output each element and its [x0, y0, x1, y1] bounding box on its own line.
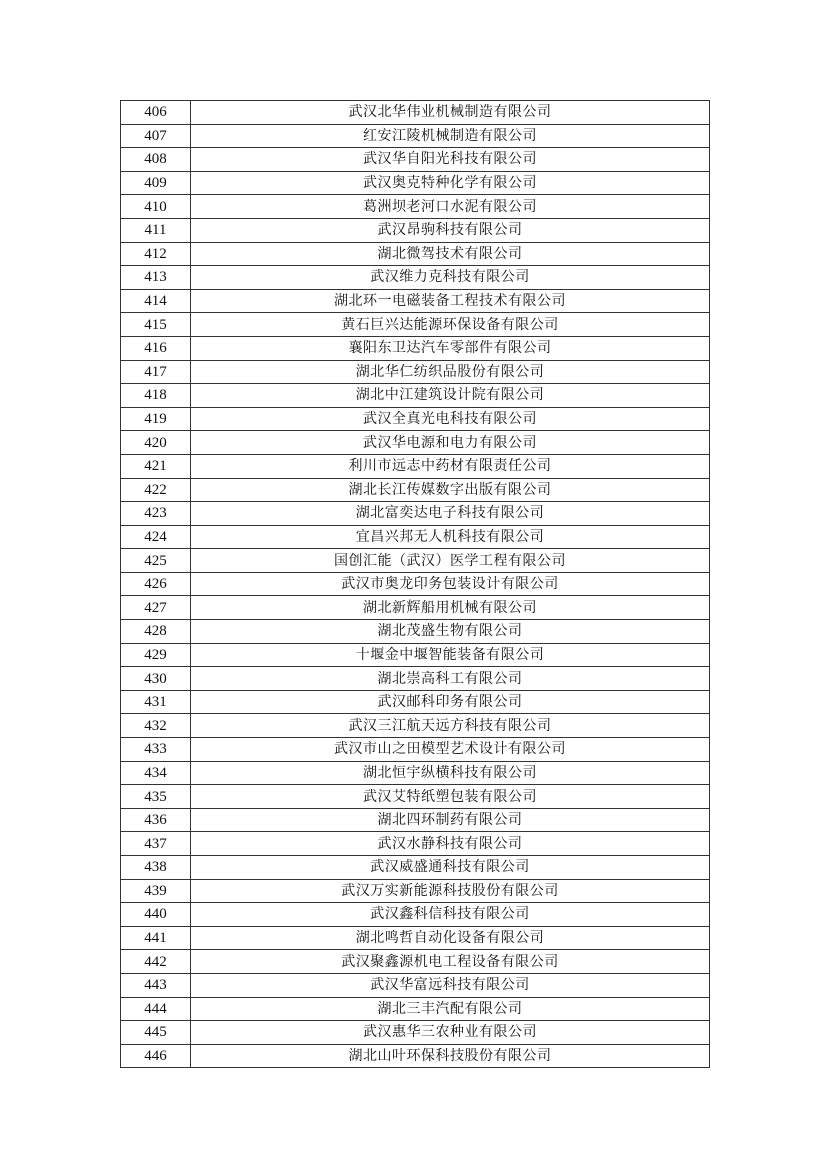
- row-number: 438: [121, 856, 191, 880]
- company-name: 武汉惠华三农种业有限公司: [191, 1021, 710, 1045]
- table-row: [121, 431, 710, 455]
- row-number: 415: [121, 313, 191, 337]
- table-row: [121, 266, 710, 290]
- table-row: [121, 714, 710, 738]
- row-number: 426: [121, 572, 191, 596]
- company-name: 利川市远志中药材有限责任公司: [191, 454, 710, 478]
- row-number: 412: [121, 242, 191, 266]
- row-number: 440: [121, 903, 191, 927]
- company-name: 湖北茂盛生物有限公司: [191, 620, 710, 644]
- table-row: [121, 101, 710, 125]
- row-number: 429: [121, 643, 191, 667]
- company-name: 湖北四环制药有限公司: [191, 808, 710, 832]
- company-name: 葛洲坝老河口水泥有限公司: [191, 195, 710, 219]
- company-name: 武汉鑫科信科技有限公司: [191, 903, 710, 927]
- company-name: 湖北三丰汽配有限公司: [191, 997, 710, 1021]
- company-name: 湖北崇高科工有限公司: [191, 667, 710, 691]
- row-number: 414: [121, 289, 191, 313]
- row-number: 424: [121, 525, 191, 549]
- company-name: 湖北富奕达电子科技有限公司: [191, 502, 710, 526]
- company-name: 湖北中江建筑设计院有限公司: [191, 384, 710, 408]
- company-name: 国创汇能（武汉）医学工程有限公司: [191, 549, 710, 573]
- table-row: [121, 360, 710, 384]
- row-number: 436: [121, 808, 191, 832]
- company-name: 武汉奥克特种化学有限公司: [191, 171, 710, 195]
- company-name: 武汉全真光电科技有限公司: [191, 407, 710, 431]
- row-number: 437: [121, 832, 191, 856]
- row-number: 419: [121, 407, 191, 431]
- table-row: [121, 407, 710, 431]
- table-row: [121, 242, 710, 266]
- row-number: 410: [121, 195, 191, 219]
- row-number: 434: [121, 761, 191, 785]
- table-row: [121, 808, 710, 832]
- company-name: 武汉三江航天远方科技有限公司: [191, 714, 710, 738]
- table-row: [121, 1044, 710, 1068]
- row-number: 409: [121, 171, 191, 195]
- company-name: 湖北华仁纺织品股份有限公司: [191, 360, 710, 384]
- table-row: [121, 549, 710, 573]
- row-number: 425: [121, 549, 191, 573]
- row-number: 430: [121, 667, 191, 691]
- row-number: 416: [121, 336, 191, 360]
- row-number: 427: [121, 596, 191, 620]
- table-row: [121, 478, 710, 502]
- row-number: 431: [121, 690, 191, 714]
- company-name: 武汉万实新能源科技股份有限公司: [191, 879, 710, 903]
- row-number: 417: [121, 360, 191, 384]
- company-name: 武汉市山之田模型艺术设计有限公司: [191, 738, 710, 762]
- company-name: 武汉艾特纸塑包装有限公司: [191, 785, 710, 809]
- company-name: 湖北环一电磁装备工程技术有限公司: [191, 289, 710, 313]
- table-row: [121, 738, 710, 762]
- table-row: [121, 761, 710, 785]
- company-name: 武汉昂驹科技有限公司: [191, 218, 710, 242]
- row-number: 411: [121, 218, 191, 242]
- company-name: 湖北鸣哲自动化设备有限公司: [191, 926, 710, 950]
- table-row: [121, 973, 710, 997]
- table-row: [121, 454, 710, 478]
- row-number: 439: [121, 879, 191, 903]
- row-number: 441: [121, 926, 191, 950]
- company-name: 武汉华电源和电力有限公司: [191, 431, 710, 455]
- table-row: [121, 785, 710, 809]
- table-row: [121, 502, 710, 526]
- row-number: 421: [121, 454, 191, 478]
- table-row: [121, 620, 710, 644]
- company-name: 襄阳东卫达汽车零部件有限公司: [191, 336, 710, 360]
- table-row: [121, 525, 710, 549]
- company-name: 十堰金中堰智能装备有限公司: [191, 643, 710, 667]
- company-name: 湖北恒宇纵横科技有限公司: [191, 761, 710, 785]
- table-row: [121, 195, 710, 219]
- company-name: 红安江陵机械制造有限公司: [191, 124, 710, 148]
- table-row: [121, 997, 710, 1021]
- company-name: 武汉华富远科技有限公司: [191, 973, 710, 997]
- company-name: 武汉水静科技有限公司: [191, 832, 710, 856]
- company-name: 湖北长江传媒数字出版有限公司: [191, 478, 710, 502]
- company-name: 武汉北华伟业机械制造有限公司: [191, 101, 710, 125]
- company-name: 武汉邮科印务有限公司: [191, 690, 710, 714]
- company-name: 宜昌兴邦无人机科技有限公司: [191, 525, 710, 549]
- company-name: 湖北山叶环保科技股份有限公司: [191, 1044, 710, 1068]
- row-number: 443: [121, 973, 191, 997]
- row-number: 445: [121, 1021, 191, 1045]
- table-row: [121, 856, 710, 880]
- row-number: 435: [121, 785, 191, 809]
- row-number: 407: [121, 124, 191, 148]
- table-row: [121, 336, 710, 360]
- table-row: [121, 572, 710, 596]
- row-number: 432: [121, 714, 191, 738]
- table-row: [121, 289, 710, 313]
- row-number: 442: [121, 950, 191, 974]
- table-row: [121, 879, 710, 903]
- table-row: [121, 171, 710, 195]
- company-name: 湖北新辉船用机械有限公司: [191, 596, 710, 620]
- table-row: [121, 384, 710, 408]
- row-number: 446: [121, 1044, 191, 1068]
- table-row: [121, 903, 710, 927]
- company-name: 湖北微驾技术有限公司: [191, 242, 710, 266]
- table-row: [121, 832, 710, 856]
- table-row: [121, 667, 710, 691]
- company-name: 武汉维力克科技有限公司: [191, 266, 710, 290]
- row-number: 444: [121, 997, 191, 1021]
- company-name: 黄石巨兴达能源环保设备有限公司: [191, 313, 710, 337]
- table-row: [121, 926, 710, 950]
- table-row: [121, 950, 710, 974]
- table-row: [121, 313, 710, 337]
- row-number: 413: [121, 266, 191, 290]
- row-number: 423: [121, 502, 191, 526]
- company-name: 武汉聚鑫源机电工程设备有限公司: [191, 950, 710, 974]
- table-row: [121, 218, 710, 242]
- table-row: [121, 124, 710, 148]
- company-table: [120, 100, 710, 1068]
- company-name: 武汉市奥龙印务包装设计有限公司: [191, 572, 710, 596]
- company-name: 武汉威盛通科技有限公司: [191, 856, 710, 880]
- table-row: [121, 1021, 710, 1045]
- row-number: 428: [121, 620, 191, 644]
- row-number: 420: [121, 431, 191, 455]
- row-number: 408: [121, 148, 191, 172]
- company-name: 武汉华自阳光科技有限公司: [191, 148, 710, 172]
- row-number: 418: [121, 384, 191, 408]
- row-number: 422: [121, 478, 191, 502]
- row-number: 433: [121, 738, 191, 762]
- company-rows: [121, 101, 710, 1068]
- table-row: [121, 690, 710, 714]
- table-row: [121, 596, 710, 620]
- table-row: [121, 148, 710, 172]
- row-number: 406: [121, 101, 191, 125]
- table-row: [121, 643, 710, 667]
